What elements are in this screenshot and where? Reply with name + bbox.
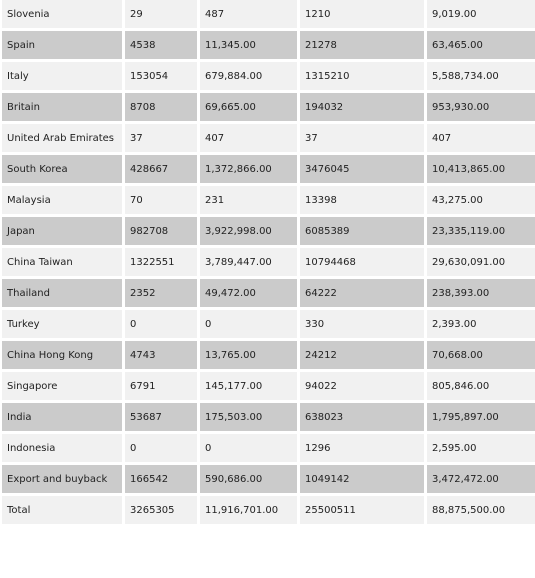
cell-value-2: 145,177.00 (200, 372, 297, 400)
cell-value-1: 0 (125, 310, 197, 338)
cell-value-1: 6791 (125, 372, 197, 400)
cell-value-1: 1322551 (125, 248, 197, 276)
cell-value-3: 13398 (300, 186, 424, 214)
cell-value-3: 24212 (300, 341, 424, 369)
cell-value-1: 2352 (125, 279, 197, 307)
cell-value-3: 37 (300, 124, 424, 152)
cell-value-1: 29 (125, 0, 197, 28)
cell-value-2: 3,789,447.00 (200, 248, 297, 276)
cell-value-2: 0 (200, 434, 297, 462)
cell-value-2: 13,765.00 (200, 341, 297, 369)
cell-value-4: 953,930.00 (427, 93, 535, 121)
cell-country: China Taiwan (2, 248, 122, 276)
cell-country: Singapore (2, 372, 122, 400)
cell-value-3: 1315210 (300, 62, 424, 90)
cell-value-4: 63,465.00 (427, 31, 535, 59)
table-row (2, 248, 535, 276)
cell-value-2: 3,922,998.00 (200, 217, 297, 245)
table-row (2, 403, 535, 431)
cell-value-1: 166542 (125, 465, 197, 493)
cell-value-1: 70 (125, 186, 197, 214)
table-row (2, 124, 535, 152)
cell-country: Thailand (2, 279, 122, 307)
cell-value-2: 590,686.00 (200, 465, 297, 493)
cell-value-4: 407 (427, 124, 535, 152)
cell-value-2: 487 (200, 0, 297, 28)
cell-value-2: 11,916,701.00 (200, 496, 297, 524)
cell-value-3: 638023 (300, 403, 424, 431)
cell-value-2: 407 (200, 124, 297, 152)
cell-value-2: 1,372,866.00 (200, 155, 297, 183)
cell-country: South Korea (2, 155, 122, 183)
cell-value-1: 4538 (125, 31, 197, 59)
cell-value-1: 4743 (125, 341, 197, 369)
cell-value-1: 3265305 (125, 496, 197, 524)
table-row (2, 62, 535, 90)
cell-value-3: 64222 (300, 279, 424, 307)
cell-value-3: 1296 (300, 434, 424, 462)
cell-value-2: 69,665.00 (200, 93, 297, 121)
table-row (2, 434, 535, 462)
cell-value-3: 94022 (300, 372, 424, 400)
cell-value-2: 175,503.00 (200, 403, 297, 431)
table-row (2, 0, 535, 28)
cell-value-4: 70,668.00 (427, 341, 535, 369)
cell-value-1: 37 (125, 124, 197, 152)
cell-country: Japan (2, 217, 122, 245)
cell-value-3: 330 (300, 310, 424, 338)
cell-value-4: 23,335,119.00 (427, 217, 535, 245)
cell-country: Spain (2, 31, 122, 59)
cell-country: Total (2, 496, 122, 524)
table-row (2, 341, 535, 369)
cell-value-4: 1,795,897.00 (427, 403, 535, 431)
cell-value-4: 2,393.00 (427, 310, 535, 338)
cell-country: United Arab Emirates (2, 124, 122, 152)
cell-value-1: 53687 (125, 403, 197, 431)
table-row (2, 186, 535, 214)
cell-value-3: 10794468 (300, 248, 424, 276)
cell-value-4: 29,630,091.00 (427, 248, 535, 276)
table-row (2, 372, 535, 400)
cell-value-3: 25500511 (300, 496, 424, 524)
table-row (2, 465, 535, 493)
cell-value-3: 1049142 (300, 465, 424, 493)
cell-country: Italy (2, 62, 122, 90)
table-row (2, 310, 535, 338)
cell-value-1: 153054 (125, 62, 197, 90)
cell-value-4: 238,393.00 (427, 279, 535, 307)
cell-country: China Hong Kong (2, 341, 122, 369)
cell-country: Export and buyback (2, 465, 122, 493)
cell-value-2: 231 (200, 186, 297, 214)
cell-value-3: 3476045 (300, 155, 424, 183)
table-total-row (2, 496, 535, 524)
cell-country: Britain (2, 93, 122, 121)
cell-value-1: 982708 (125, 217, 197, 245)
cell-value-3: 21278 (300, 31, 424, 59)
cell-value-4: 43,275.00 (427, 186, 535, 214)
table-row (2, 93, 535, 121)
cell-country: Slovenia (2, 0, 122, 28)
cell-value-4: 805,846.00 (427, 372, 535, 400)
cell-value-1: 428667 (125, 155, 197, 183)
cell-value-1: 0 (125, 434, 197, 462)
cell-value-4: 10,413,865.00 (427, 155, 535, 183)
cell-value-3: 194032 (300, 93, 424, 121)
cell-value-2: 679,884.00 (200, 62, 297, 90)
cell-value-4: 9,019.00 (427, 0, 535, 28)
table-row (2, 31, 535, 59)
cell-value-3: 1210 (300, 0, 424, 28)
cell-value-4: 5,588,734.00 (427, 62, 535, 90)
table-row (2, 155, 535, 183)
cell-value-1: 8708 (125, 93, 197, 121)
cell-country: India (2, 403, 122, 431)
cell-country: Malaysia (2, 186, 122, 214)
table-body (2, 0, 535, 524)
cell-value-4: 3,472,472.00 (427, 465, 535, 493)
cell-value-2: 11,345.00 (200, 31, 297, 59)
table-row (2, 279, 535, 307)
cell-value-4: 88,875,500.00 (427, 496, 535, 524)
table-row (2, 217, 535, 245)
cell-value-2: 49,472.00 (200, 279, 297, 307)
cell-country: Indonesia (2, 434, 122, 462)
cell-value-3: 6085389 (300, 217, 424, 245)
cell-value-4: 2,595.00 (427, 434, 535, 462)
cell-value-2: 0 (200, 310, 297, 338)
cell-country: Turkey (2, 310, 122, 338)
